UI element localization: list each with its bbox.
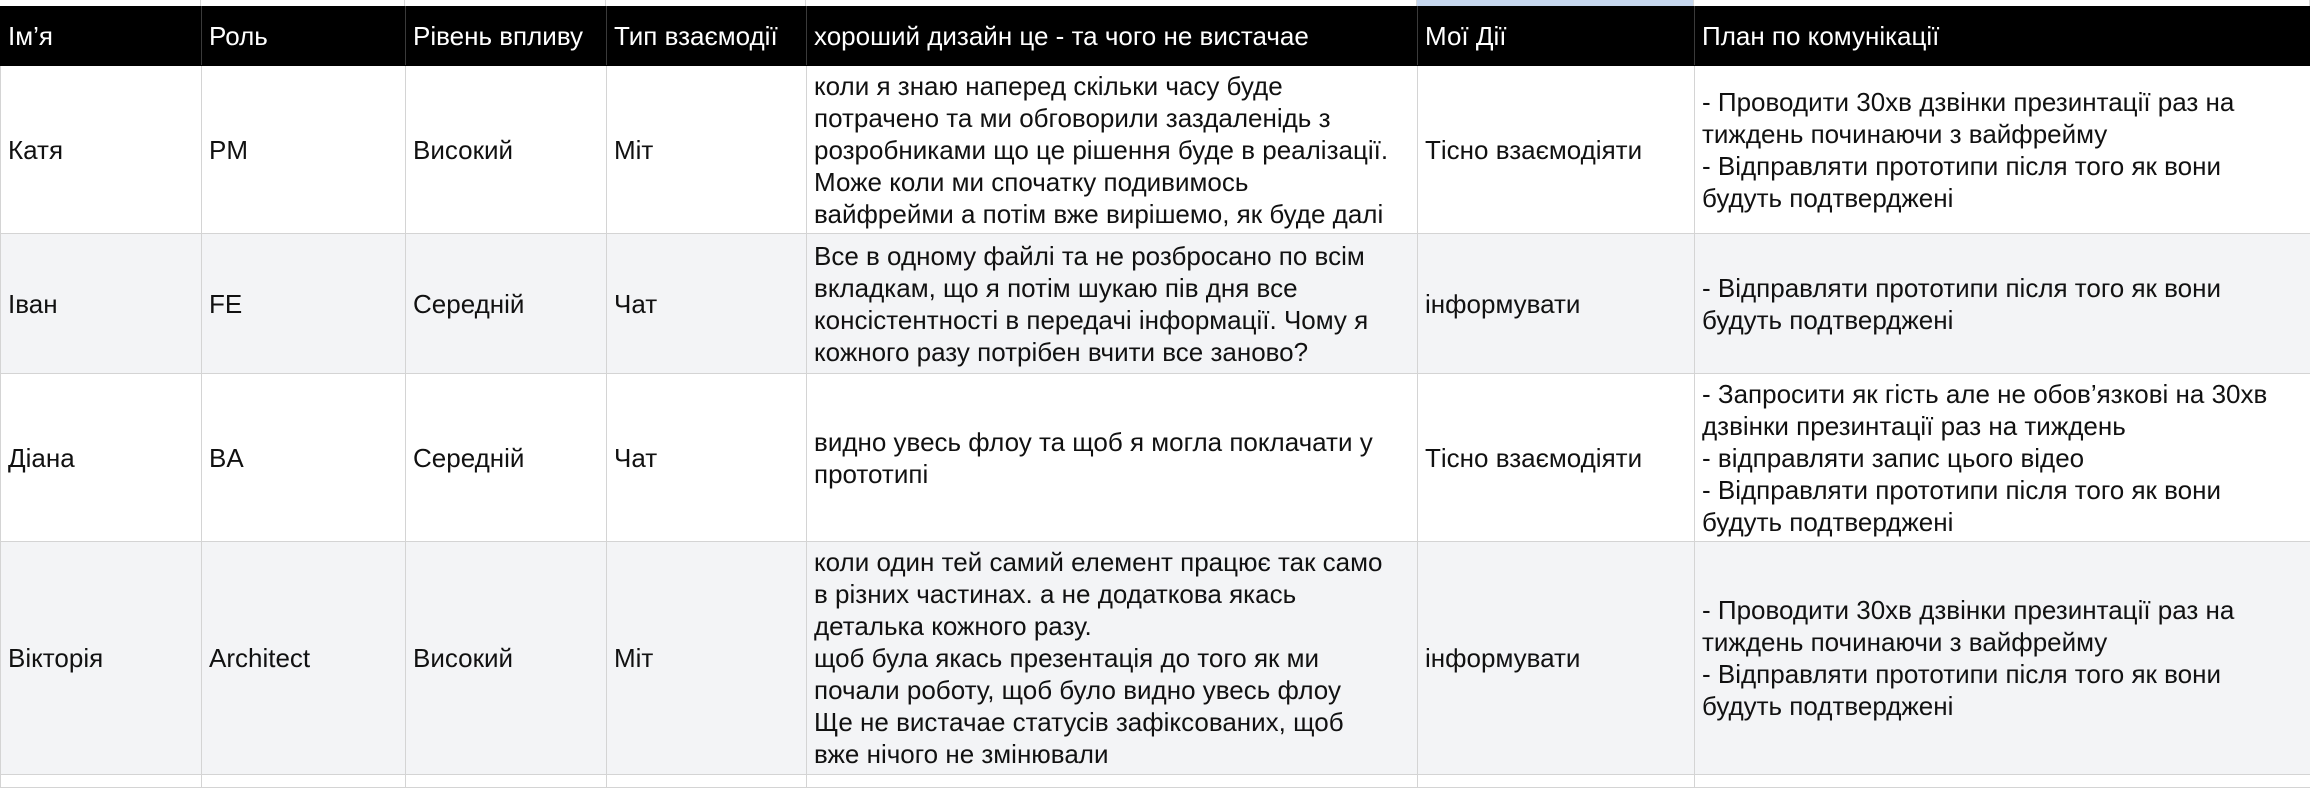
table-row <box>1 542 2310 775</box>
empty-cell[interactable] <box>607 775 807 788</box>
empty-row <box>1 775 2310 788</box>
table-row <box>1 234 2310 374</box>
table-row <box>1 374 2310 542</box>
cell-interaction[interactable]: Міт <box>607 542 807 775</box>
empty-cell[interactable] <box>807 775 1418 788</box>
cell-role[interactable]: FE <box>202 234 406 374</box>
cell-name[interactable]: Діана <box>1 374 202 542</box>
header-influence[interactable]: Рівень впливу <box>406 7 607 66</box>
cell-influence[interactable]: Високий <box>406 66 607 234</box>
cell-actions[interactable]: Тісно взаємодіяти <box>1418 374 1695 542</box>
header-communication-plan[interactable]: План по комунікації <box>1695 7 2310 66</box>
cell-role[interactable]: Architect <box>202 542 406 775</box>
cell-good-design[interactable]: Все в одному файлі та не розбросано по всім вкладкам, що я потім шукаю пів дня все консістентності в передачі інформації. Чому я кожного разу потрібен вчити все заново? <box>807 234 1418 374</box>
empty-cell[interactable] <box>406 775 607 788</box>
cell-role[interactable]: PM <box>202 66 406 234</box>
cell-interaction[interactable]: Чат <box>607 234 807 374</box>
cell-influence[interactable]: Високий <box>406 542 607 775</box>
cell-good-design[interactable]: коли я знаю наперед скільки часу буде потрачено та ми обговорили заздаленідь з розробниками що це рішення буде в реалізації. Може коли ми спочатку подивимось вайфрейми а потім вже вирішемо, як буде далі <box>807 66 1418 234</box>
table-row <box>1 66 2310 234</box>
stakeholder-table <box>0 6 2310 788</box>
cell-actions[interactable]: Тісно взаємодіяти <box>1418 66 1695 234</box>
cell-plan[interactable]: - Проводити 30хв дзвінки презинтації раз на тиждень починаючи з вайфрейму - Відправляти прототипи після того як вони будуть подтверджені <box>1695 66 2310 234</box>
empty-cell[interactable] <box>1 775 202 788</box>
empty-cell[interactable] <box>1418 775 1695 788</box>
cell-plan[interactable]: - Відправляти прототипи після того як вони будуть подтверджені <box>1695 234 2310 374</box>
header-role[interactable]: Роль <box>202 7 406 66</box>
cell-name[interactable]: Іван <box>1 234 202 374</box>
cell-interaction[interactable]: Міт <box>607 66 807 234</box>
cell-good-design[interactable]: коли один тей самий елемент працює так само в різних частинах. а не додаткова якась деталька кожного разу. щоб була якась презентація до того як ми почали роботу, щоб було видно увесь флоу Ще не вистачае статусів зафіксованих, щоб вже нічого не змінювали <box>807 542 1418 775</box>
header-interaction-type[interactable]: Тип взаємодії <box>607 7 807 66</box>
cell-plan[interactable]: - Проводити 30хв дзвінки презинтації раз на тиждень починаючи з вайфрейму - Відправляти прототипи після того як вони будуть подтверджені <box>1695 542 2310 775</box>
cell-actions[interactable]: інформувати <box>1418 542 1695 775</box>
cell-good-design[interactable]: видно увесь флоу та щоб я могла поклачати у прототипі <box>807 374 1418 542</box>
cell-actions[interactable]: інформувати <box>1418 234 1695 374</box>
header-my-actions[interactable]: Мої Дії <box>1418 7 1695 66</box>
cell-role[interactable]: BA <box>202 374 406 542</box>
header-good-design[interactable]: хороший дизайн це - та чого не вистачае <box>807 7 1418 66</box>
cell-name[interactable]: Вікторія <box>1 542 202 775</box>
empty-cell[interactable] <box>202 775 406 788</box>
header-row <box>1 7 2310 66</box>
header-name[interactable]: Ім’я <box>1 7 202 66</box>
cell-plan[interactable]: - Запросити як гість але не обов’язкові на 30хв дзвінки презинтації раз на тиждень - відправляти запис цього відео - Відправляти прототипи після того як вони будуть подтверджені <box>1695 374 2310 542</box>
cell-interaction[interactable]: Чат <box>607 374 807 542</box>
cell-name[interactable]: Катя <box>1 66 202 234</box>
cell-influence[interactable]: Середній <box>406 234 607 374</box>
cell-influence[interactable]: Середній <box>406 374 607 542</box>
empty-cell[interactable] <box>1695 775 2310 788</box>
